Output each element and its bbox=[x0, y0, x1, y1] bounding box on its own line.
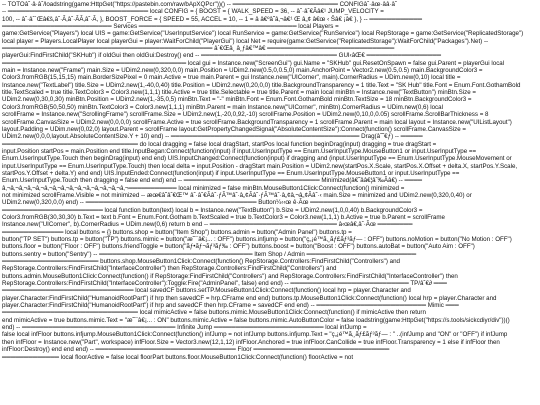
script-line: then infFloor = Instance.new("Part", workspace) infFloor.Size = Vector3.new(12,1,12) infFloor.Anchored = true infFloor.CanCollide = true infFloor.Transparency = 1 else if infFloor then bbox=[2, 338, 500, 346]
script-line: Color3.fromRGB(50,50,50) minBtn.TextColor3 = Color3.new(1,1,1) minBtn.Parent = main Instance.new("UICorner", minBtn).CornerRadius = UDim.new(0,6) local bbox=[2, 103, 443, 111]
script-line: â‚¬â‚¬â‚¬â‚¬â‚¬â‚¬â‚¬â‚¬â‚¬â‚¬â‚¬â‚¬â‚¬â‚¬â‚¬═══════════ local minimized = false minBtn.MouseButton1Click:Connect(function() minimized = bbox=[2, 184, 405, 192]
script-line: RepStorage.Controllers:FindFirstChild("InterfaceController") then RepStorage.Controllers:FindFirstChild("Controllers") and bbox=[2, 265, 337, 273]
script-line: ═════════════ local floorActive = false local floorPart buttons.floor.MouseButton1Click:Connect(function() floorActive = not bbox=[2, 353, 354, 361]
script-line: local player = Players.LocalPlayer local playerGui = player:WaitForChild("PlayerGui") local Net = require(game:GetService("ReplicatedStorage"):WaitForChild("Packages").Net) -- bbox=[2, 37, 489, 45]
script-line: not minimized scrollFrame.Visible = not minimized -- æœ€â˜âˆ€Œ™ âˆ·âˆ€Ãâˆ·ƒÃ™âˆ·â„¢Ãâˆ·ƒÃ™âˆ·â„¢â‚¬â„¢Ãâˆ·‹ main.Size = minimized and UDim2.new(0,320,0,40) or bbox=[2, 191, 472, 199]
script-line: RepStorage.Controllers:FindFirstChild("InterfaceController"):Toggle:Fire("AdminPanel", false) end end) -- ═══════════════════════════ TP/âˆ€∂ ═══ bbox=[2, 280, 447, 288]
script-line: UDim2.new(0,320,0,0) end) -- ═══════════════════════════════════════ Button¼‹‹œ ê·Ãœ ═══════════════════════ bbox=[2, 199, 411, 207]
script-line: Color3.fromRGB(15,15,15) main.BorderSizePixel = 0 main.Active = true main.Parent = gui Instance.new("UICorner", main).CornerRadius = UDim.new(0,10) local title = bbox=[2, 74, 461, 82]
script-line: ═════════════════════════ Services ════════════════════════════════════ local Players = bbox=[2, 23, 339, 31]
script-line: buttons.floor = button("Floor : OFF") buttons.friendToggle = button("ãƒ•ãƒ¬ãƒ³ãƒ‰ : OFF") buttons.boost = button("Boost : OFF") buttons.autoBat = button("Auto Aim : OFF") bbox=[2, 243, 475, 251]
script-line: input.Position startPos = main.Position end title.InputBegan:Connect(function(input) if input.UserInputType == Enum.UserInputType.MouseButton1 or input.UserInputType == bbox=[2, 147, 477, 155]
script-line: ═══════════════════════ local function button(text) local b = Instance.new("TextButton") b.Size = UDim2.new(1,0,0,40) b.BackgroundColor3 = bbox=[2, 206, 423, 214]
script-line: Enum.UserInputType.Touch then dragging = false end end) end -- ═══════════════════════════════ Minimized(â€˜ââ€¦âˆ‰Ãâ€) -- ════ bbox=[2, 177, 423, 185]
script-line: ══════════════════════════════ local savedCF buttons.setTP.MouseButton1Click:Connect(function() local hrp = player.Character and bbox=[2, 287, 411, 295]
script-line: scrollFrame.CanvasSize = UDim2.new(0,0,0,0) scrollFrame.Active = true scrollFrame.BackgroundTransparency = 1 scrollFrame.Parent = main local layout = Instance.new("UIListLayout") bbox=[2, 118, 512, 126]
script-line: infFloor:Destroy() end end end) -- ════════════════════════════════ Floor ═══════════════════════════════ bbox=[2, 346, 390, 354]
script-line: layout.Padding = UDim.new(0,02,0) layout.Parent = scrollFrame layout:GetPropertyChangedSignal("AbsoluteContentSize"):Connect(function() scrollFrame.CanvasSize = bbox=[2, 125, 467, 133]
script-line: -- ════════════════════════════════ local CONFIG = { BOOST = { WALK_SPEED = 36, -- âˆ·âˆ€Ãâ€¹ JUMP_VELOCITY = bbox=[2, 8, 384, 16]
script-line: UDim2.new(0,30,0,30) minBtn.Position = UDim2.new(1,-35,0,5) minBtn.Text = "-" minBtn.Font = Enum.Font.GothamBold minBtn.TextSize = 18 minBtn.BackgroundColor3 = bbox=[2, 96, 472, 104]
script-line: false local infFloor buttons.infjump.MouseButton1Click:Connect(function() infJump = not infJump buttons.infjump.Text = "ç„¡é™ã‚¸ãƒ£ãƒ³ãƒ— : " ..(infJump and "ON" or "OFF") if infJump bbox=[2, 331, 508, 339]
script-line: end mimicActive = true buttons.mimic.Text = "æ˜¯â€¡... : ON" buttons.mimic.Active = false buttons.mimic.AutoButtonColor = false loadstring(game:HttpGet("https://s.tools/sickcdiyr/div"))() bbox=[2, 316, 510, 324]
script-line: ═══════════════════════════════ do local dragging = false local dragStart, startPos local function beginDrag(input) dragging = true dragStart = bbox=[2, 140, 437, 148]
script-line: ════════════════════════════════════════════════ â´€Œâ¸ â¸ƒâ€™â€ ═════════════════════════════ bbox=[2, 45, 395, 53]
script-line: scrollFrame = Instance.new("ScrollingFrame") scrollFrame.Size = UDim2.new(1,-20,0,92,-10) scrollFrame.Position = UDim2.new(0,10,0,0.05) scrollFrame.ScrollBarThickness = 8 bbox=[2, 111, 489, 119]
script-line: ═══════════════════════════════ local mimicActive = false buttons.mimic.MouseButton1Click:Connect(function() if mimicActive then return bbox=[2, 309, 426, 317]
script-line: buttons.sentry = button("Sentry") -- ═══════════════════════════════════ Item Shop / Admin ═════════════════════════ bbox=[2, 250, 417, 258]
script-line: ══════════════════════ buttons.shop.MouseButton1Click:Connect(function() RepStorage.Controllers:FindFirstChild("Controllers") and bbox=[2, 258, 400, 266]
script-line: playerGui:FindFirstChild("SKHub") if oldGui then oldGui:Destroy() end -- ═══════════════════════════════ GUI‹âŒ€ ═════════════════ bbox=[2, 52, 442, 60]
script-line: button("TP SET") buttons.tp = button("TP") buttons.mimic = button("æ˜¯â€¡... : OFF") buttons.infjump = button("ç„¡é™ã‚¸ãƒ£ãƒ³ãƒ— : OFF") buttons.noMotion = button("No Motion : OFF") bbox=[2, 236, 512, 243]
script-line: ══════════════ local buttons = {} buttons.shop = button("Item Shop") buttons.admin = button("Admin Panel") buttons.tp = bbox=[2, 228, 352, 236]
script-line: main = Instance.new("Frame") main.Size = UDim2.new(0,320,0,0) main.Position = UDim2.new(0.5,0,0.5,0) main.AnchorPoint = Vector2.new(0.5,0.5) main.BackgroundColor3 = bbox=[2, 67, 483, 75]
script-line: UDim2.new(0,0,0,layout.AbsoluteContentSize.Y + 10) end) -- ═══════════════════════════════════════════ Drag(âˆ˜€ƒ) -- ═════ bbox=[2, 133, 423, 141]
script-line: title.TextScaled = true title.TextColor3 = Color3.new(1,1,1) title.Active = true title.Selectable = true title.Parent = main local minBtn = Instance.new("TextButton") minBtn.Size = bbox=[2, 89, 477, 97]
script-line: player.Character:FindFirstChild("HumanoidRootPart") if hrp and savedCF then hrp.CFrame = savedCF end end) -- ═════════════════════════ Mimic ═══ bbox=[2, 302, 459, 310]
script-line: Instance.new("UICorner", b).CornerRadius = UDim.new(0,6) return b end -- ═════════════════════════════ â‹œâ€‚âˆ·Ãœ ════════ bbox=[2, 221, 413, 229]
script-line: game:GetService("Players") local UIS = game:GetService("UserInputService") local RunService = game:GetService("RunService") local RepStorage = game:GetService("ReplicatedStorage") bbox=[2, 30, 524, 38]
script-line: end) -- ═══════════════════════════════════ Infinite Jump ═════════════════════════ local infJump = bbox=[2, 324, 367, 332]
script-line: Color3.fromRGB(30,30,30) b.Text = text b.Font = Enum.Font.Gotham b.TextScaled = true b.TextColor3 = Color3.new(1,1,1) b.Active = true b.Parent = scrollFrame bbox=[2, 213, 445, 221]
script-line: Instance.new("TextLabel") title.Size = UDim2.new(1,-40,0,40) title.Position = UDim2.new(0,20,0,0) title.BackgroundTransparency = 1 title.Text = "SK Hub" title.Font = Enum.Font.GothamBold bbox=[2, 81, 521, 89]
script-line: player.Character:FindFirstChild("HumanoidRootPart") if hrp then savedCF = hrp.CFrame end end) buttons.tp.MouseButton1Click:Connect(function() local hrp = player.Character and bbox=[2, 294, 497, 302]
script-line: buttons.admin.MouseButton1Click:Connect(function() if RepStorage:FindFirstChild("Controllers") and RepStorage.Controllers:FindFirstChild("InterfaceController") then bbox=[2, 272, 458, 280]
script-line: 100, -- âˆ·âˆ´Œâ€š,âˆ·Ã‚âˆ·ÃÃ‚âˆ·Ã, }, BOOST_FORCE = { SPEED = 55, ACCEL = 10, -- 1 = â â€ºâ˜â‚¬â€¹ Œ â„¢ â€œ ‹ Šâ€ ¡â€ }, } -- ════════════ bbox=[2, 15, 423, 23]
script-line: ══════════════════════════════════════════ local gui = Instance.new("ScreenGui") gui.Name = "SKHub" gui.ResetOnSpawn = false gui.Parent = playerGui local bbox=[2, 59, 505, 67]
script-line: startPos.Y.Offset + delta.Y) end end) UIS.InputEnded:Connect(function(input) if input.UserInputType == Enum.UserInputType.MouseButton1 or input.UserInputType == bbox=[2, 169, 460, 177]
script-line: Enum.UserInputType.Touch then beginDrag(input) end end) UIS.InputChanged:Connect(function(input) if dragging and (input.UserInputType == Enum.UserInputType.MouseMovement or bbox=[2, 155, 512, 163]
script-line: -- TOTOâˆ·â·âˆ/loadstring(game:HttpGet("https://pastebin.com/raw/bApXQPcr"))() -- ════════════════════════ CONFIGâˆ·âœ·ââ·âˆ bbox=[2, 1, 397, 8]
script-line: input.UserInputType == Enum.UserInputType.Touch) then local delta = input.Position - dragStart main.Position = UDim2.new(startPos.X.Scale, startPos.X.Offset + delta.X, startPos.Y.Scale, bbox=[2, 162, 518, 170]
